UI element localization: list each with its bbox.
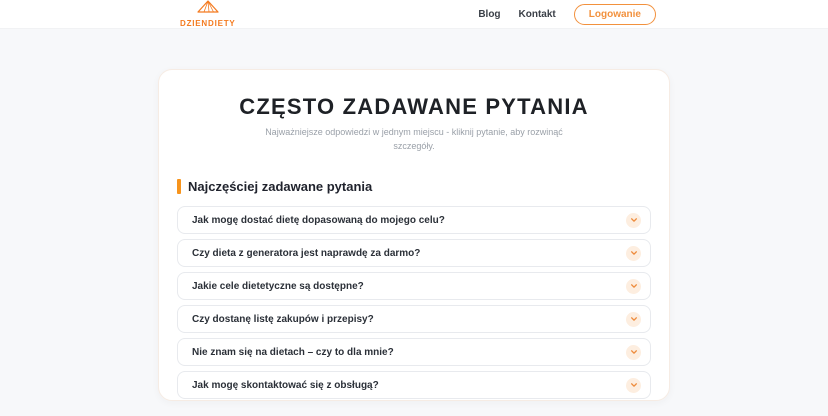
page-subtitle: Najważniejsze odpowiedzi w jednym miejscu - kliknij pytanie, aby rozwinąć szczegóły. bbox=[265, 127, 563, 151]
header-container bbox=[158, 0, 670, 28]
site-logo[interactable] bbox=[180, 0, 236, 28]
faq-item[interactable] bbox=[177, 338, 651, 366]
faq-item[interactable] bbox=[177, 371, 651, 399]
faq-question: Jakie cele dietetyczne są dostępne? bbox=[192, 280, 364, 292]
faq-question: Jak mogę skontaktować się z obsługą? bbox=[192, 379, 379, 391]
section-title: Najczęściej zadawane pytania bbox=[188, 179, 373, 194]
top-header bbox=[0, 0, 828, 29]
page-main bbox=[0, 29, 828, 401]
faq-question: Czy dieta z generatora jest naprawdę za darmo? bbox=[192, 247, 421, 259]
chevron-down-icon[interactable] bbox=[626, 279, 641, 294]
chevron-down-icon[interactable] bbox=[626, 378, 641, 393]
faq-item[interactable] bbox=[177, 239, 651, 267]
header-nav bbox=[478, 4, 656, 25]
nav-link-kontakt[interactable]: Kontakt bbox=[518, 8, 556, 20]
chevron-down-icon[interactable] bbox=[626, 345, 641, 360]
accent-bar bbox=[177, 179, 181, 194]
faq-list bbox=[177, 206, 651, 399]
faq-item[interactable] bbox=[177, 206, 651, 234]
logo-wordmark: DZIENDIETY bbox=[180, 19, 236, 28]
login-button[interactable]: Logowanie bbox=[574, 4, 656, 25]
chevron-down-icon[interactable] bbox=[626, 312, 641, 327]
faq-question: Czy dostanę listę zakupów i przepisy? bbox=[192, 313, 374, 325]
faq-question: Jak mogę dostać dietę dopasowaną do mojego celu? bbox=[192, 214, 445, 226]
page-title: CZĘSTO ZADAWANE PYTANIA bbox=[239, 94, 589, 119]
faq-item[interactable] bbox=[177, 272, 651, 300]
faq-card bbox=[158, 69, 670, 401]
mountain-triangle-icon bbox=[197, 0, 219, 18]
nav-link-blog[interactable]: Blog bbox=[478, 8, 501, 20]
chevron-down-icon[interactable] bbox=[626, 213, 641, 228]
faq-question: Nie znam się na dietach – czy to dla mnie? bbox=[192, 346, 394, 358]
faq-item[interactable] bbox=[177, 305, 651, 333]
section-heading bbox=[177, 179, 651, 194]
chevron-down-icon[interactable] bbox=[626, 246, 641, 261]
